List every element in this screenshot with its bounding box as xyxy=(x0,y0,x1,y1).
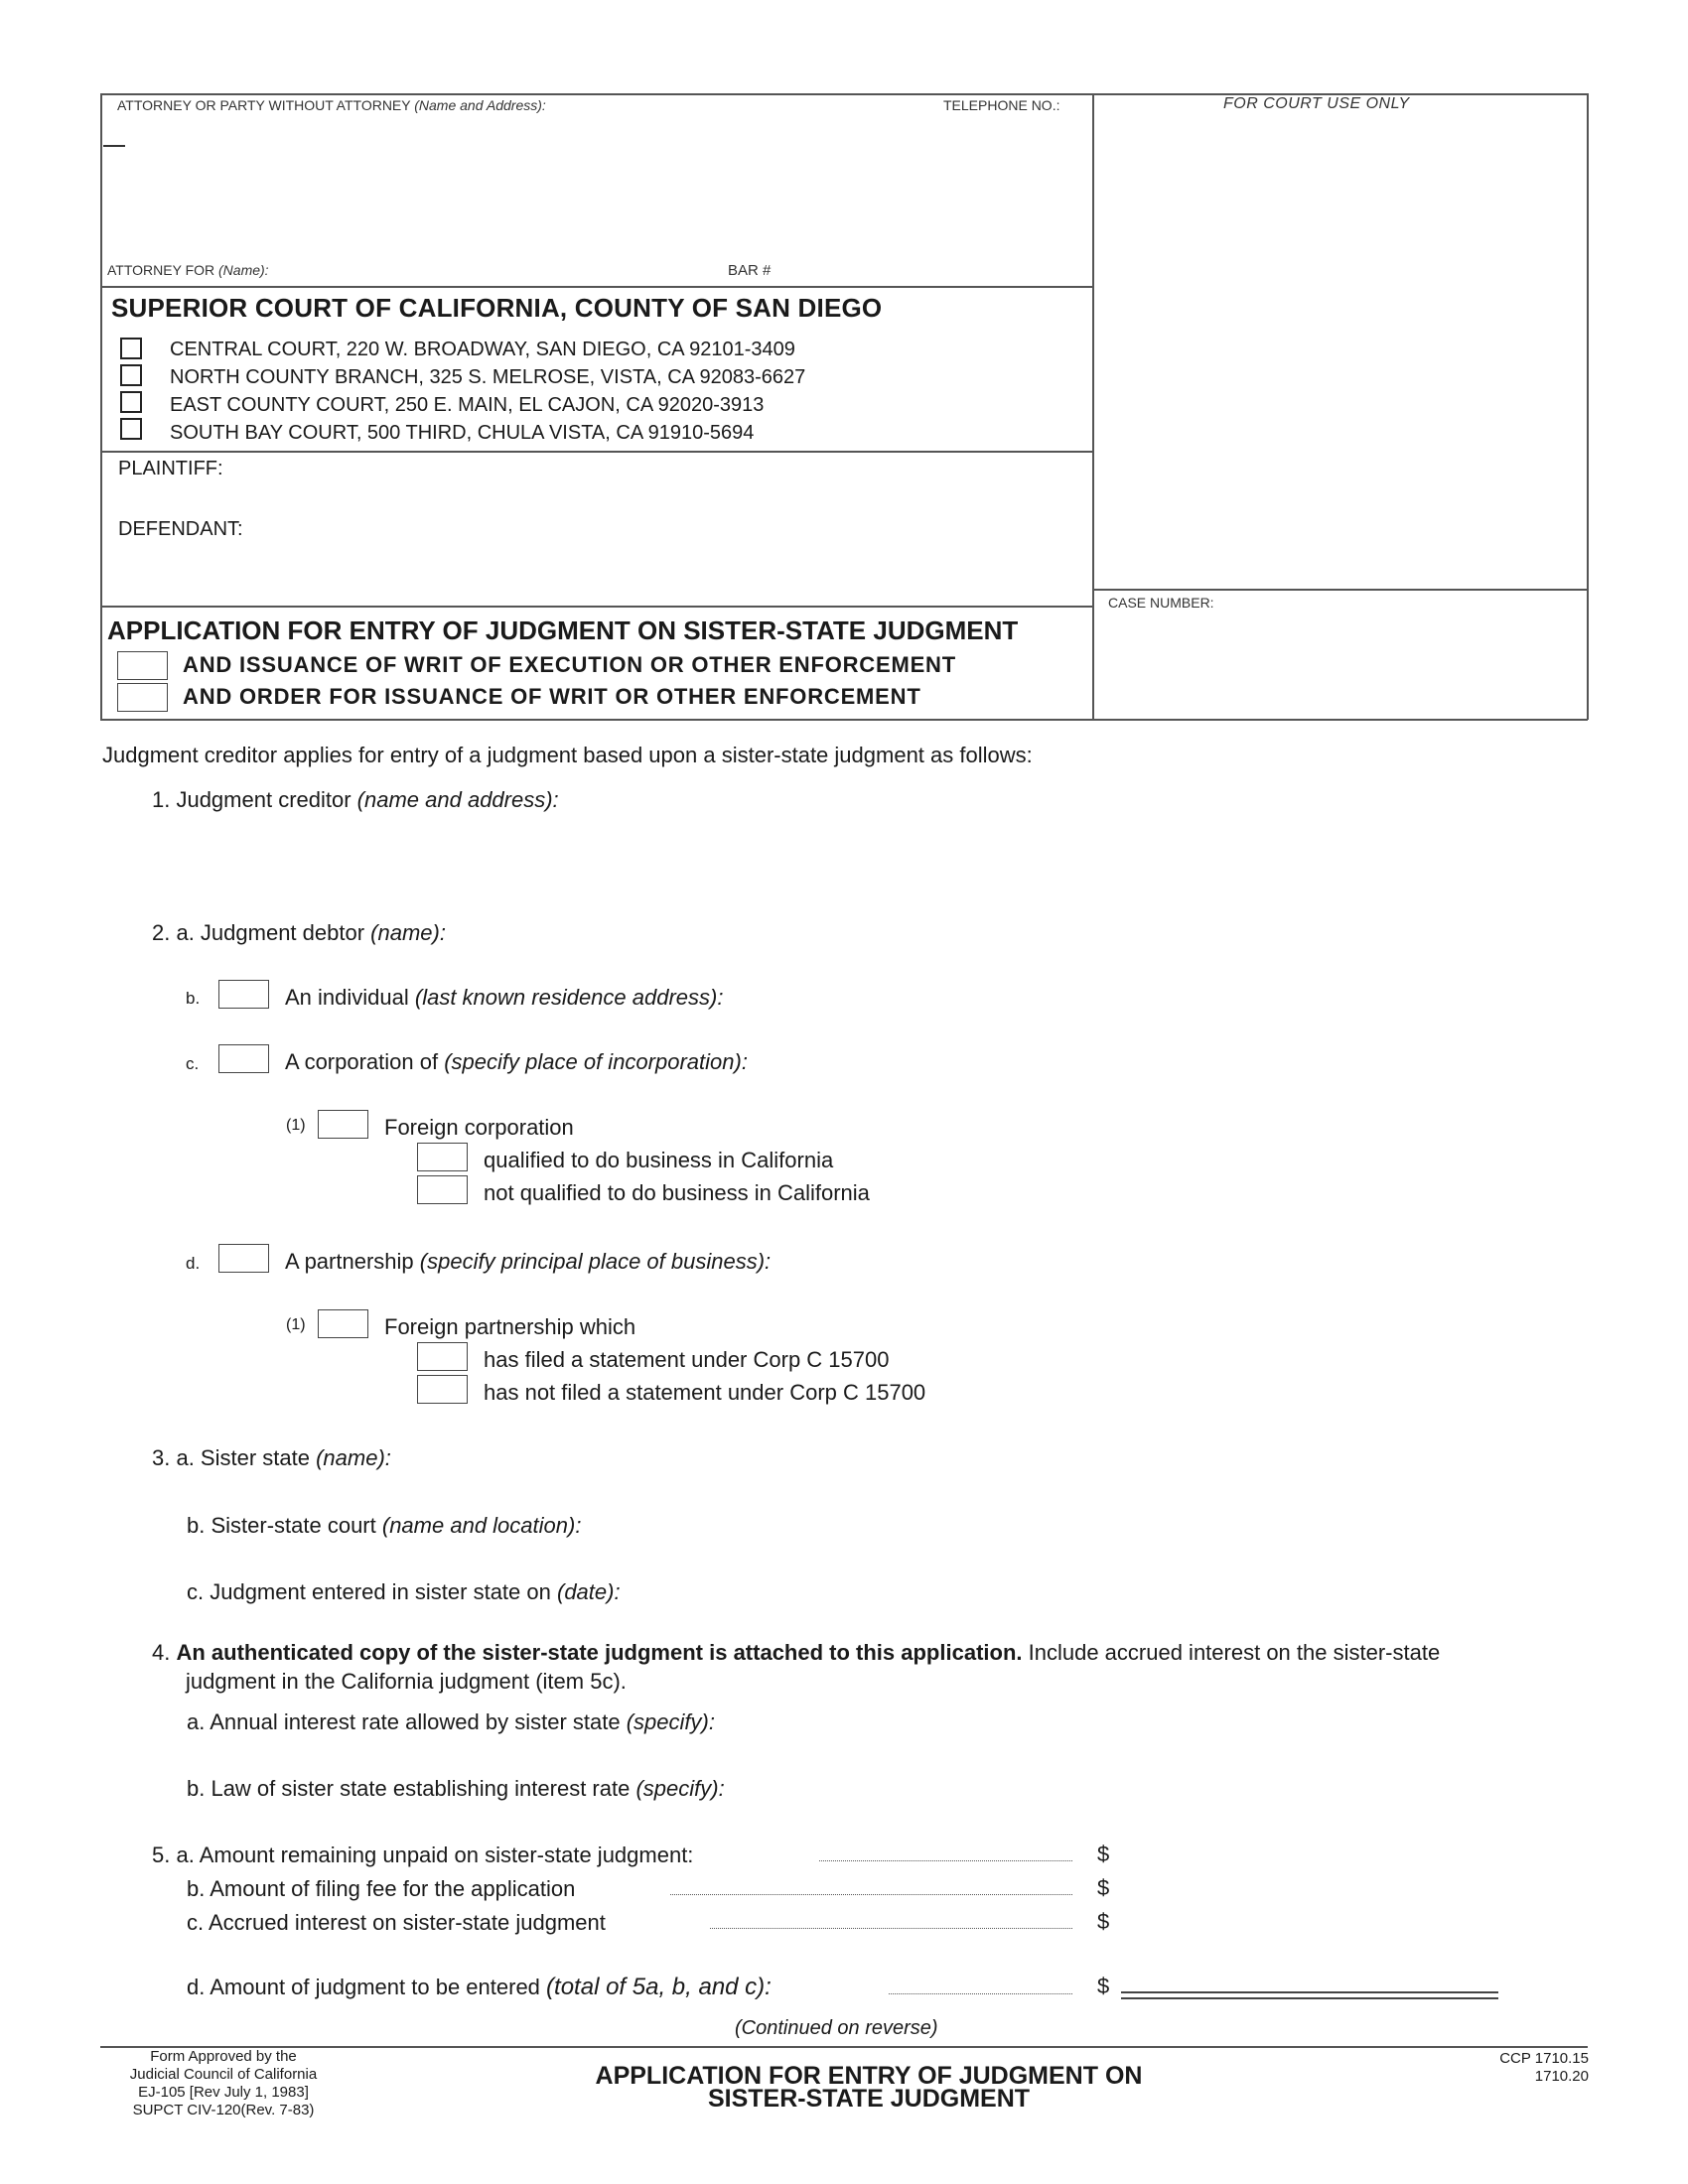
approval-block: Form Approved by the Judicial Council of California EJ-105 [Rev July 1, 1983] SUPCT CIV-120(Rev. 7-83) xyxy=(129,2048,318,2118)
item4b-label: b. Law of sister state establishing interest rate (specify): xyxy=(187,1776,725,1801)
item5a-currency: $ xyxy=(1097,1842,1110,1866)
total-amount-double-line xyxy=(1121,1997,1498,1999)
foreign-partnership-checkbox[interactable] xyxy=(318,1309,368,1338)
judgment-debtor-field[interactable] xyxy=(496,920,1092,944)
item2d1-number: (1) xyxy=(286,1316,306,1333)
attorney-for-label: ATTORNEY FOR (Name): xyxy=(107,262,269,278)
has-filed-checkbox[interactable] xyxy=(417,1342,468,1371)
item1-label: 1. Judgment creditor (name and address): xyxy=(152,787,559,812)
item2c-label: A corporation of (specify place of incorporation): xyxy=(285,1049,748,1074)
item2a-label: 2. a. Judgment debtor (name): xyxy=(152,920,446,945)
statute-codes: CCP 1710.15 1710.20 xyxy=(1499,2050,1589,2085)
has-not-filed-checkbox[interactable] xyxy=(417,1375,468,1404)
not-qualified-checkbox[interactable] xyxy=(417,1175,468,1204)
item5b-currency: $ xyxy=(1097,1875,1110,1900)
qualified-label: qualified to do business in California xyxy=(484,1148,834,1172)
item4a-label: a. Annual interest rate allowed by sister state (specify): xyxy=(187,1709,715,1734)
item3b-label: b. Sister-state court (name and location): xyxy=(187,1513,582,1538)
intro-text: Judgment creditor applies for entry of a judgment based upon a sister-state judgment as follows: xyxy=(102,743,1033,767)
has-filed-label: has filed a statement under Corp C 15700 xyxy=(484,1347,890,1372)
plaintiff-label: PLAINTIFF: xyxy=(118,458,223,479)
item4-line2: judgment in the California judgment (item 5c). xyxy=(186,1669,627,1694)
not-qualified-label: not qualified to do business in California xyxy=(484,1180,870,1205)
branch-label-east-county: EAST COUNTY COURT, 250 E. MAIN, EL CAJON, CA 92020-3913 xyxy=(170,394,765,416)
continued-note: (Continued on reverse) xyxy=(735,2017,938,2039)
foreign-partnership-label: Foreign partnership which xyxy=(384,1314,636,1339)
item5b-label: b. Amount of filing fee for the application xyxy=(187,1876,576,1901)
item4-line1: 4. An authenticated copy of the sister-state judgment is attached to this application. Include accrued interest on the sister-state xyxy=(152,1640,1441,1665)
partnership-checkbox[interactable] xyxy=(218,1244,269,1273)
branch-checkbox-central[interactable] xyxy=(120,338,142,359)
judgment-creditor-field[interactable] xyxy=(152,814,1085,903)
item5d-label: d. Amount of judgment to be entered (total of 5a, b, and c): xyxy=(187,1974,772,2000)
bar-number-label: BAR # xyxy=(728,262,772,279)
qualified-checkbox[interactable] xyxy=(417,1143,468,1171)
item5c-currency: $ xyxy=(1097,1909,1110,1934)
item3c-label: c. Judgment entered in sister state on (date): xyxy=(187,1579,621,1604)
case-number-label: CASE NUMBER: xyxy=(1108,595,1214,611)
telephone-label: TELEPHONE NO.: xyxy=(943,97,1060,113)
item5c-label: c. Accrued interest on sister-state judgment xyxy=(187,1910,606,1935)
item5d-currency: $ xyxy=(1097,1974,1110,1998)
writ-execution-label: AND ISSUANCE OF WRIT OF EXECUTION OR OTHER ENFORCEMENT xyxy=(183,652,956,677)
branch-label-central: CENTRAL COURT, 220 W. BROADWAY, SAN DIEGO, CA 92101-3409 xyxy=(170,339,795,360)
individual-checkbox[interactable] xyxy=(218,980,269,1009)
branch-checkbox-east-county[interactable] xyxy=(120,391,142,413)
court-use-label: FOR COURT USE ONLY xyxy=(1223,95,1410,112)
writ-execution-checkbox[interactable] xyxy=(117,651,168,680)
defendant-label: DEFENDANT: xyxy=(118,518,243,540)
foreign-corporation-label: Foreign corporation xyxy=(384,1115,574,1140)
item5a-label: 5. a. Amount remaining unpaid on sister-state judgment: xyxy=(152,1843,694,1867)
item2b-label: An individual (last known residence address): xyxy=(285,985,724,1010)
corporation-checkbox[interactable] xyxy=(218,1044,269,1073)
order-issuance-label: AND ORDER FOR ISSUANCE OF WRIT OR OTHER ENFORCEMENT xyxy=(183,684,921,709)
item2c-letter: c. xyxy=(186,1054,200,1073)
attorney-label: ATTORNEY OR PARTY WITHOUT ATTORNEY (Name and Address): xyxy=(117,97,546,113)
has-not-filed-label: has not filed a statement under Corp C 15700 xyxy=(484,1380,926,1405)
branch-checkbox-south-bay[interactable] xyxy=(120,418,142,440)
item2c1-number: (1) xyxy=(286,1117,306,1134)
branch-label-north-county: NORTH COUNTY BRANCH, 325 S. MELROSE, VISTA, CA 92083-6627 xyxy=(170,366,806,388)
application-title: APPLICATION FOR ENTRY OF JUDGMENT ON SISTER-STATE JUDGMENT xyxy=(107,615,1019,645)
total-amount-line[interactable] xyxy=(1121,1991,1498,1993)
item2b-letter: b. xyxy=(186,989,201,1008)
item2d-letter: d. xyxy=(186,1254,201,1273)
order-issuance-checkbox[interactable] xyxy=(117,683,168,712)
branch-checkbox-north-county[interactable] xyxy=(120,364,142,386)
court-title: SUPERIOR COURT OF CALIFORNIA, COUNTY OF SAN DIEGO xyxy=(111,293,883,323)
item2d-label: A partnership (specify principal place of business): xyxy=(285,1249,772,1274)
branch-label-south-bay: SOUTH BAY COURT, 500 THIRD, CHULA VISTA, CA 91910-5694 xyxy=(170,422,755,444)
entry-mark xyxy=(103,145,125,147)
footer-title: APPLICATION FOR ENTRY OF JUDGMENT ON SISTER-STATE JUDGMENT xyxy=(595,2062,1143,2113)
item3a-label: 3. a. Sister state (name): xyxy=(152,1445,391,1470)
foreign-corporation-checkbox[interactable] xyxy=(318,1110,368,1139)
